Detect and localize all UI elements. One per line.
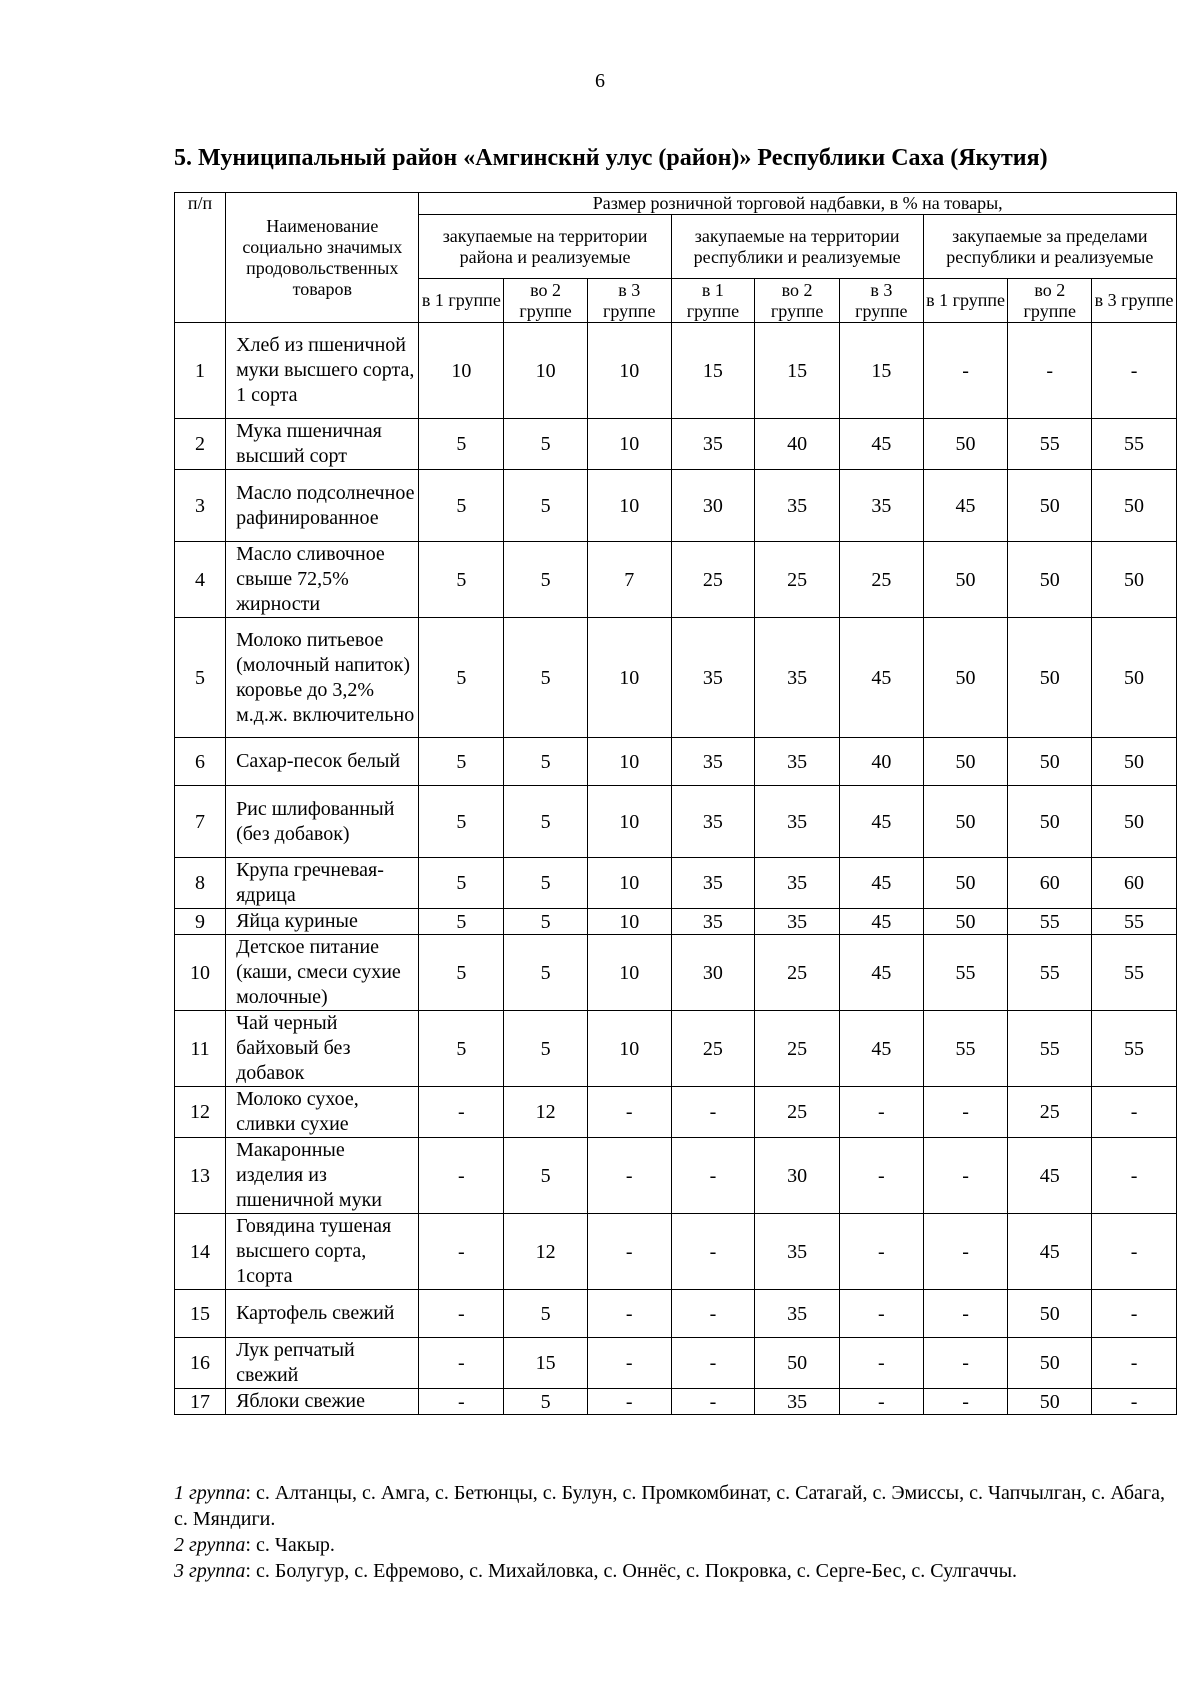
markup-value: 55 [1008, 909, 1092, 935]
markup-value: 35 [755, 1214, 840, 1290]
markup-value: - [840, 1290, 924, 1338]
markup-value: 45 [840, 419, 924, 470]
product-name: Детское питание (каши, смеси сухие молочные) [226, 935, 419, 1011]
markup-value: 5 [504, 419, 588, 470]
product-name: Говядина тушеная высшего сорта, 1сорта [226, 1214, 419, 1290]
markup-value: 50 [1008, 786, 1092, 858]
row-index: 5 [175, 618, 226, 738]
note-group-2 [174, 1532, 1174, 1558]
markup-value: 35 [755, 786, 840, 858]
header-group-republic: закупаемые на территории республики и реализуемые [671, 215, 923, 279]
markup-value: 60 [1008, 858, 1092, 909]
markup-value: 35 [755, 738, 840, 786]
markup-value: - [1092, 1389, 1177, 1415]
markup-value: 45 [840, 858, 924, 909]
markup-value: 5 [504, 1138, 588, 1214]
markup-value: - [1008, 323, 1092, 419]
header-sub-group: в 1 группе [923, 279, 1008, 323]
markup-value: 50 [1092, 542, 1177, 618]
table-row [175, 1087, 1177, 1138]
markup-value: 5 [504, 618, 588, 738]
product-name: Сахар-песок белый [226, 738, 419, 786]
header-sub-group: в 1 группе [419, 279, 504, 323]
markup-value: 5 [419, 542, 504, 618]
table-row [175, 470, 1177, 542]
markup-value: - [671, 1214, 755, 1290]
markup-value: 5 [419, 419, 504, 470]
markup-value: 50 [1008, 1389, 1092, 1415]
markup-value: 10 [587, 1011, 671, 1087]
markup-value: 45 [1008, 1214, 1092, 1290]
table-row [175, 1338, 1177, 1389]
markup-value: 35 [755, 909, 840, 935]
markup-value: 45 [840, 786, 924, 858]
row-index: 17 [175, 1389, 226, 1415]
markup-value: 50 [923, 419, 1008, 470]
markup-value: 50 [923, 618, 1008, 738]
markup-value: 5 [504, 786, 588, 858]
markup-value: - [923, 1087, 1008, 1138]
markup-value: - [419, 1389, 504, 1415]
markup-value: 50 [1092, 470, 1177, 542]
markup-value: 15 [755, 323, 840, 419]
header-sub-group: в 3 группе [1092, 279, 1177, 323]
markup-table [174, 192, 1177, 1415]
markup-value: 15 [840, 323, 924, 419]
markup-value: 5 [419, 618, 504, 738]
markup-value: 50 [755, 1338, 840, 1389]
product-name: Крупа гречневая-ядрица [226, 858, 419, 909]
table-row [175, 786, 1177, 858]
markup-value: 5 [419, 858, 504, 909]
markup-value: 55 [1092, 1011, 1177, 1087]
row-index: 16 [175, 1338, 226, 1389]
markup-value: - [419, 1338, 504, 1389]
markup-value: - [840, 1214, 924, 1290]
markup-value: 45 [840, 935, 924, 1011]
row-index: 6 [175, 738, 226, 786]
markup-value: 5 [504, 909, 588, 935]
row-index: 12 [175, 1087, 226, 1138]
markup-value: 5 [504, 935, 588, 1011]
table-row [175, 1138, 1177, 1214]
markup-value: 55 [1008, 419, 1092, 470]
markup-value: 45 [840, 618, 924, 738]
markup-value: 5 [504, 470, 588, 542]
header-sub-group: во 2 группе [1008, 279, 1092, 323]
table-row [175, 858, 1177, 909]
markup-value: 5 [504, 1389, 588, 1415]
markup-value: 40 [755, 419, 840, 470]
header-sub-group: в 3 группе [840, 279, 924, 323]
note-label: 1 группа [174, 1482, 246, 1504]
markup-value: 55 [923, 935, 1008, 1011]
markup-value: 35 [671, 738, 755, 786]
markup-value: 35 [840, 470, 924, 542]
note-text: : с. Алтанцы, с. Амга, с. Бетюнцы, с. Булун, с. Промкомбинат, с. Сатагай, с. Эмиссы, с. Чапчылган, с. Абага, с. Мяндиги. [174, 1482, 1165, 1530]
markup-value: 35 [671, 858, 755, 909]
markup-value: 10 [587, 786, 671, 858]
note-group-1 [174, 1480, 1174, 1532]
markup-value: - [840, 1389, 924, 1415]
markup-value: 50 [1008, 470, 1092, 542]
markup-value: 5 [419, 786, 504, 858]
markup-value: 30 [755, 1138, 840, 1214]
markup-value: - [1092, 323, 1177, 419]
markup-value: 25 [755, 542, 840, 618]
markup-value: - [419, 1290, 504, 1338]
header-sub-group: во 2 группе [504, 279, 588, 323]
markup-value: 5 [504, 1290, 588, 1338]
product-name: Рис шлифованный (без добавок) [226, 786, 419, 858]
product-name: Молоко питьевое (молочный напиток) коровье до 3,2% м.д.ж. включительно [226, 618, 419, 738]
table-row [175, 618, 1177, 738]
header-index: п/п [175, 193, 226, 323]
markup-value: 10 [587, 323, 671, 419]
markup-value: 60 [1092, 858, 1177, 909]
markup-value: - [923, 1138, 1008, 1214]
table-row [175, 738, 1177, 786]
markup-value: 15 [671, 323, 755, 419]
markup-value: 50 [1008, 1290, 1092, 1338]
markup-value: - [840, 1338, 924, 1389]
markup-value: - [840, 1087, 924, 1138]
markup-value: 40 [840, 738, 924, 786]
markup-value: 25 [1008, 1087, 1092, 1138]
row-index: 13 [175, 1138, 226, 1214]
markup-value: 25 [671, 542, 755, 618]
markup-value: 45 [923, 470, 1008, 542]
markup-value: 55 [1008, 935, 1092, 1011]
row-index: 1 [175, 323, 226, 419]
markup-value: 10 [587, 738, 671, 786]
markup-value: 55 [1092, 935, 1177, 1011]
row-index: 8 [175, 858, 226, 909]
header-sub-group: во 2 группе [755, 279, 840, 323]
markup-value: 35 [755, 1290, 840, 1338]
markup-value: - [587, 1290, 671, 1338]
markup-value: - [1092, 1087, 1177, 1138]
markup-value: 10 [419, 323, 504, 419]
markup-value: 55 [1092, 419, 1177, 470]
markup-value: 10 [504, 323, 588, 419]
markup-value: 5 [419, 738, 504, 786]
markup-value: 5 [504, 542, 588, 618]
markup-value: 45 [840, 909, 924, 935]
markup-value: 25 [840, 542, 924, 618]
markup-value: 45 [840, 1011, 924, 1087]
markup-value: 50 [1092, 738, 1177, 786]
markup-value: - [587, 1214, 671, 1290]
note-text: : с. Чакыр. [245, 1534, 335, 1556]
markup-value: - [587, 1389, 671, 1415]
header-name: Наименование социально значимых продовольственных товаров [226, 193, 419, 323]
markup-value: 35 [671, 909, 755, 935]
markup-value: 5 [419, 935, 504, 1011]
note-group-3 [174, 1558, 1174, 1584]
table-row [175, 323, 1177, 419]
markup-value: - [671, 1087, 755, 1138]
markup-value: 35 [671, 419, 755, 470]
product-name: Чай черный байховый без добавок [226, 1011, 419, 1087]
markup-value: 5 [504, 1011, 588, 1087]
markup-value: 15 [504, 1338, 588, 1389]
header-group-outside: закупаемые за пределами республики и реализуемые [923, 215, 1176, 279]
markup-value: 35 [671, 786, 755, 858]
product-name: Картофель свежий [226, 1290, 419, 1338]
product-name: Молоко сухое, сливки сухие [226, 1087, 419, 1138]
markup-value: - [419, 1087, 504, 1138]
markup-value: 55 [1008, 1011, 1092, 1087]
product-name: Яблоки свежие [226, 1389, 419, 1415]
note-label: 2 группа [174, 1534, 246, 1556]
row-index: 7 [175, 786, 226, 858]
header-main: Размер розничной торговой надбавки, в % на товары, [419, 193, 1177, 215]
markup-value: 10 [587, 858, 671, 909]
row-index: 15 [175, 1290, 226, 1338]
markup-value: - [923, 1338, 1008, 1389]
markup-value: - [419, 1214, 504, 1290]
markup-value: - [671, 1389, 755, 1415]
markup-value: - [923, 1389, 1008, 1415]
markup-value: 35 [671, 618, 755, 738]
markup-value: 50 [923, 909, 1008, 935]
row-index: 11 [175, 1011, 226, 1087]
product-name: Мука пшеничная высший сорт [226, 419, 419, 470]
markup-value: 7 [587, 542, 671, 618]
markup-value: 55 [923, 1011, 1008, 1087]
markup-value: - [923, 1214, 1008, 1290]
header-sub-group: в 3 группе [587, 279, 671, 323]
markup-value: 10 [587, 935, 671, 1011]
markup-value: 50 [1008, 1338, 1092, 1389]
markup-value: - [1092, 1214, 1177, 1290]
markup-value: - [671, 1338, 755, 1389]
markup-value: - [923, 1290, 1008, 1338]
product-name: Лук репчатый свежий [226, 1338, 419, 1389]
markup-value: 50 [923, 858, 1008, 909]
markup-value: 12 [504, 1214, 588, 1290]
markup-value: - [419, 1138, 504, 1214]
markup-value: - [1092, 1290, 1177, 1338]
group-notes [174, 1480, 1174, 1584]
row-index: 14 [175, 1214, 226, 1290]
note-label: 3 группа [174, 1560, 246, 1582]
markup-value: - [1092, 1138, 1177, 1214]
header-sub-group: в 1 группе [671, 279, 755, 323]
markup-value: 5 [419, 470, 504, 542]
table-row [175, 1290, 1177, 1338]
markup-value: 5 [504, 858, 588, 909]
markup-value: 35 [755, 470, 840, 542]
header-group-district: закупаемые на территории района и реализуемые [419, 215, 671, 279]
table-row [175, 1011, 1177, 1087]
markup-value: 35 [755, 618, 840, 738]
markup-value: 50 [1008, 542, 1092, 618]
product-name: Масло подсолнечное рафинированное [226, 470, 419, 542]
markup-value: - [587, 1138, 671, 1214]
product-name: Яйца куриные [226, 909, 419, 935]
markup-value: - [923, 323, 1008, 419]
table-row [175, 935, 1177, 1011]
markup-value: - [587, 1087, 671, 1138]
markup-value: 12 [504, 1087, 588, 1138]
markup-value: 45 [1008, 1138, 1092, 1214]
row-index: 9 [175, 909, 226, 935]
markup-value: 10 [587, 618, 671, 738]
markup-value: 50 [923, 738, 1008, 786]
markup-value: 5 [504, 738, 588, 786]
markup-value: 25 [755, 935, 840, 1011]
row-index: 4 [175, 542, 226, 618]
markup-value: 10 [587, 909, 671, 935]
markup-value: 35 [755, 1389, 840, 1415]
markup-value: 50 [1092, 618, 1177, 738]
markup-value: - [840, 1138, 924, 1214]
markup-value: 35 [755, 858, 840, 909]
table-row [175, 1214, 1177, 1290]
product-name: Макаронные изделия из пшеничной муки [226, 1138, 419, 1214]
markup-value: 50 [923, 786, 1008, 858]
markup-value: - [671, 1290, 755, 1338]
row-index: 3 [175, 470, 226, 542]
row-index: 2 [175, 419, 226, 470]
product-name: Масло сливочное свыше 72,5% жирности [226, 542, 419, 618]
table-row [175, 542, 1177, 618]
note-text: : с. Болугур, с. Ефремово, с. Михайловка, с. Оннёс, с. Покровка, с. Серге-Бес, с. Сулгаччы. [245, 1560, 1018, 1582]
markup-value: 25 [671, 1011, 755, 1087]
markup-value: 50 [1008, 618, 1092, 738]
markup-value: 50 [1008, 738, 1092, 786]
markup-value: 5 [419, 1011, 504, 1087]
markup-value: 50 [1092, 786, 1177, 858]
table-row [175, 419, 1177, 470]
markup-value: 30 [671, 935, 755, 1011]
section-title: 5. Муниципальный район «Амгинскнй улус (район)» Республики Саха (Якутия) [174, 145, 1048, 171]
markup-value: 30 [671, 470, 755, 542]
table-row [175, 1389, 1177, 1415]
product-name: Хлеб из пшеничной муки высшего сорта, 1 сорта [226, 323, 419, 419]
markup-value: 10 [587, 470, 671, 542]
markup-value: 55 [1092, 909, 1177, 935]
page-number: 6 [595, 70, 605, 92]
markup-value: 5 [419, 909, 504, 935]
table-row [175, 909, 1177, 935]
markup-value: - [671, 1138, 755, 1214]
markup-value: 25 [755, 1087, 840, 1138]
markup-value: 10 [587, 419, 671, 470]
row-index: 10 [175, 935, 226, 1011]
markup-value: - [587, 1338, 671, 1389]
markup-value: 50 [923, 542, 1008, 618]
markup-value: - [1092, 1338, 1177, 1389]
markup-value: 25 [755, 1011, 840, 1087]
